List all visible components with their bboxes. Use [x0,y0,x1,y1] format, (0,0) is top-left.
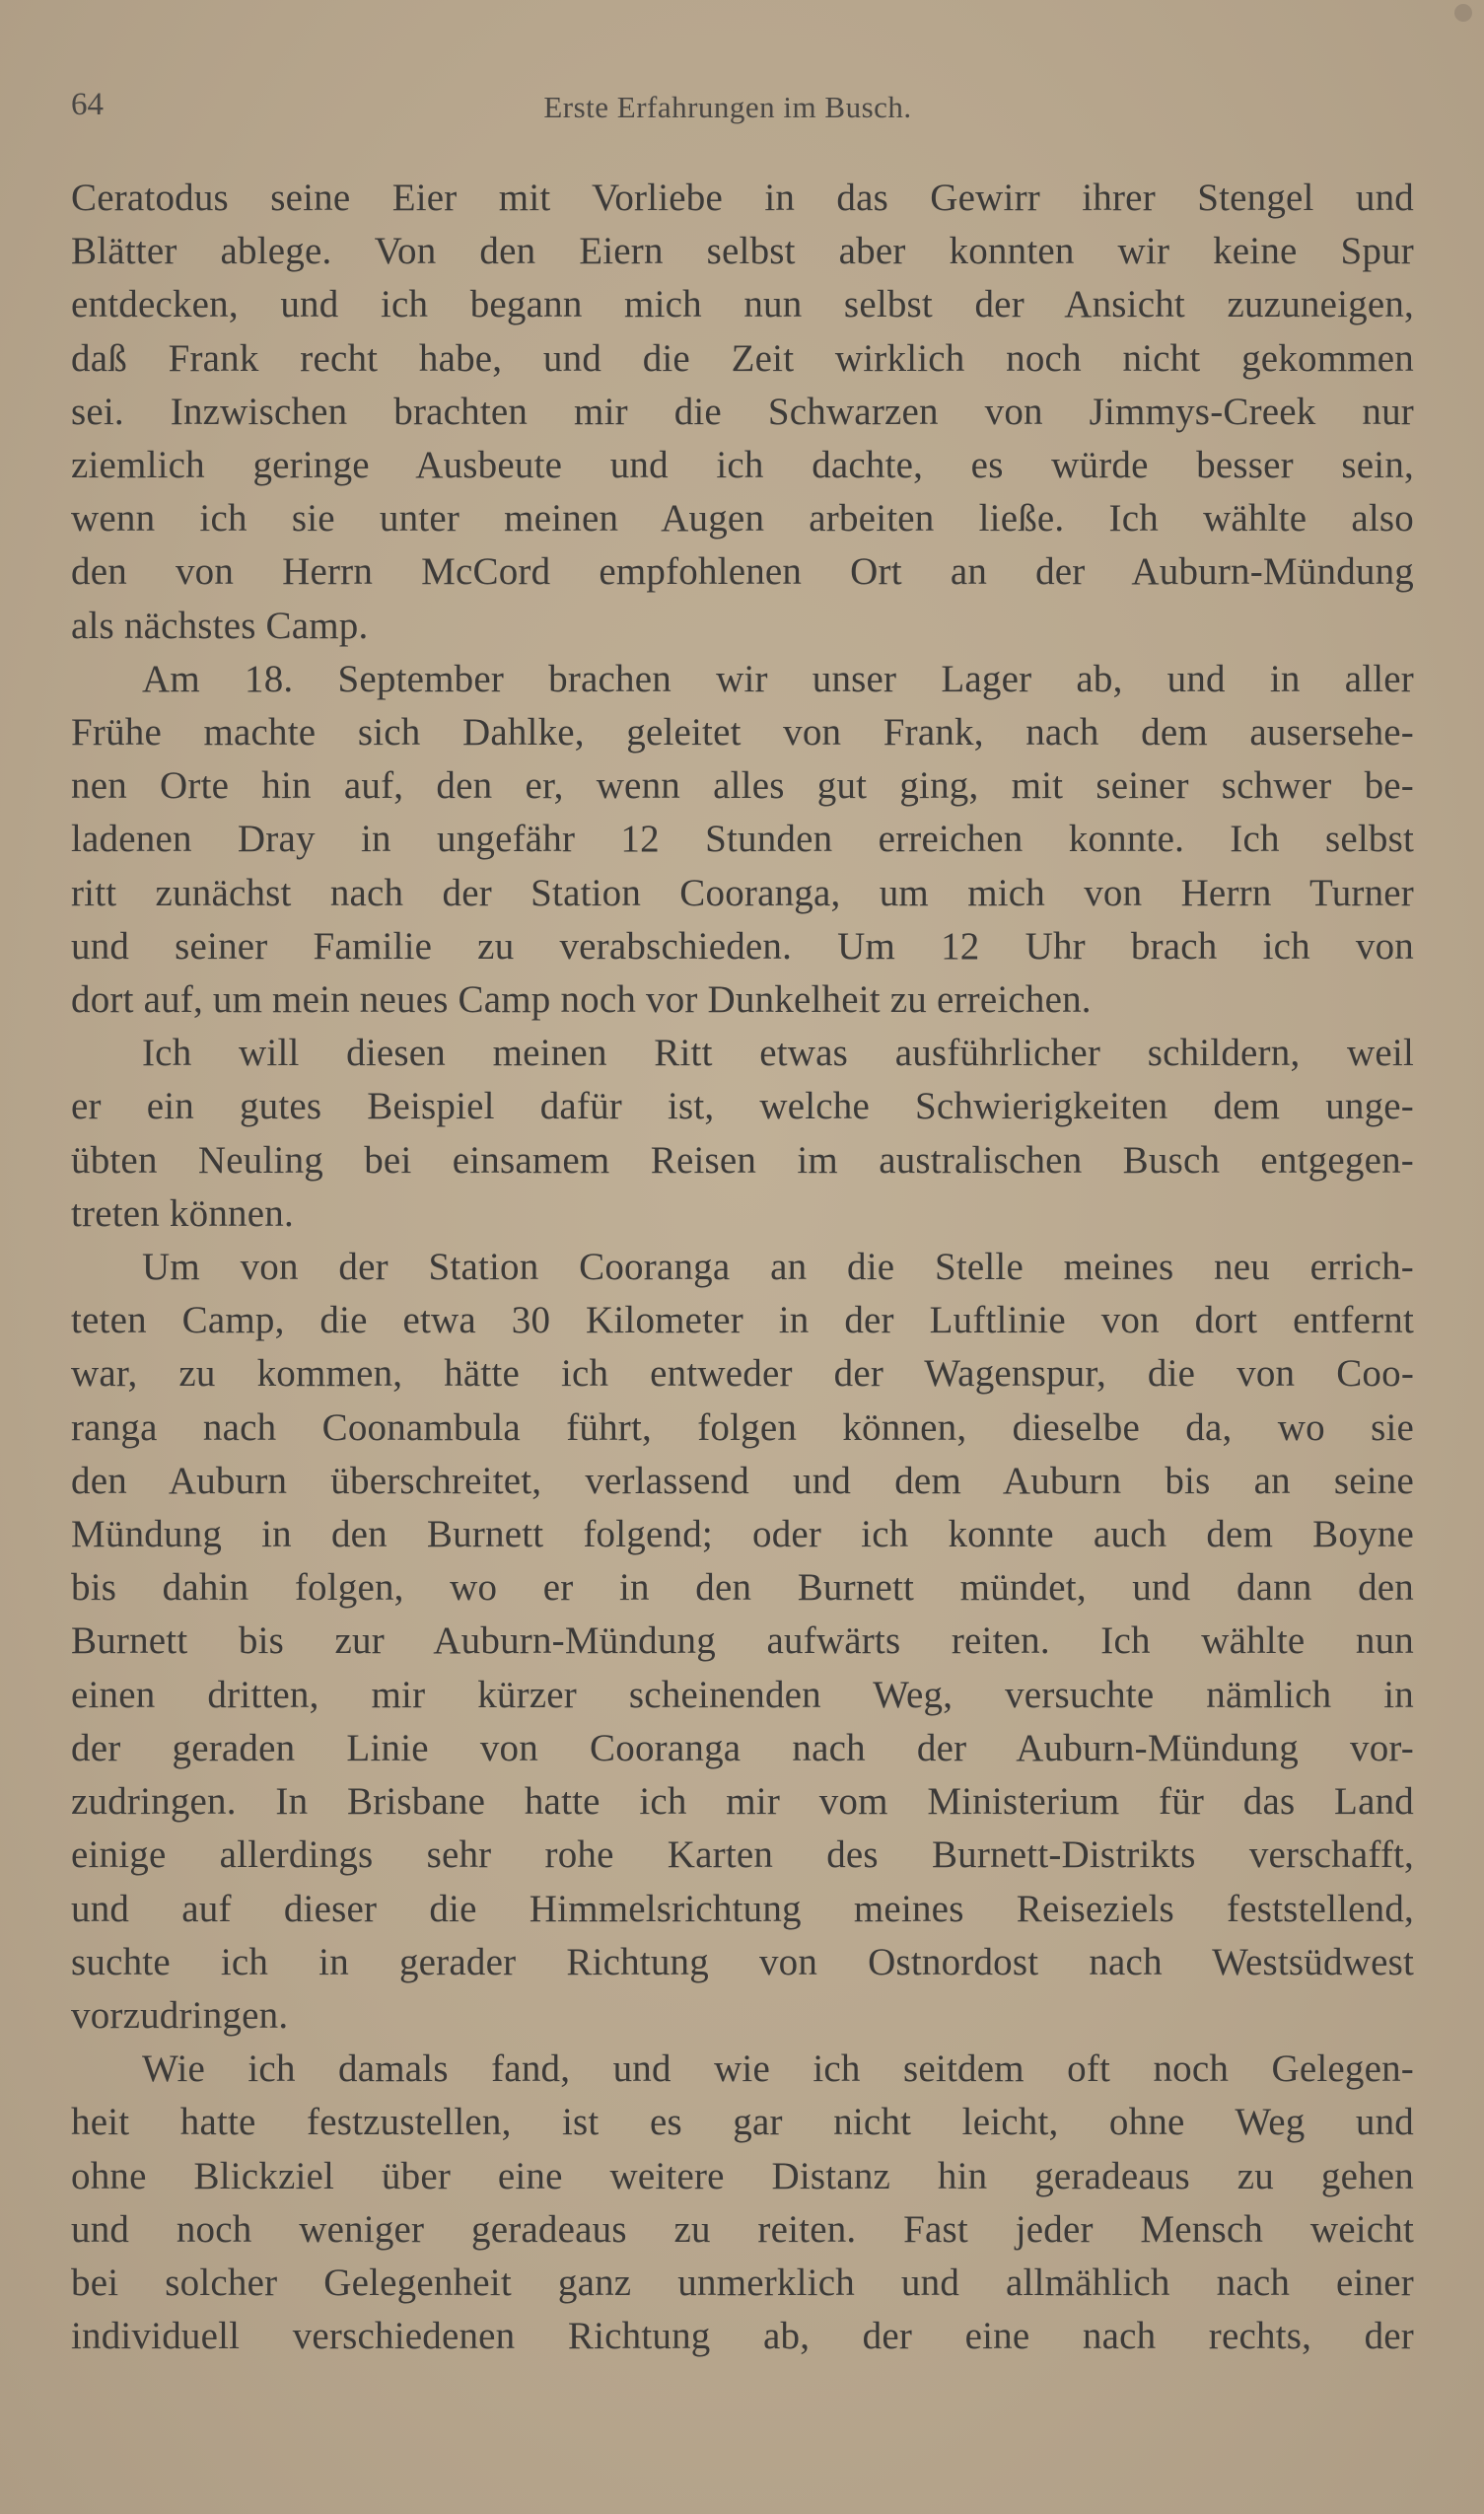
page-number: 64 [71,87,104,122]
text-line: als nächstes Camp. [71,604,369,647]
running-head [71,87,1414,142]
paragraph [71,653,1414,1027]
scan-speck [1454,4,1472,22]
text-line: dort auf, um mein neues Camp noch vor Dunkelheit zu erreichen. [71,978,1092,1022]
text-line: ladenen Dray in ungefähr 12 Stunden erreichen konnte. Ich selbst [71,818,1414,861]
chapter-title: Erste Erfahrungen im Busch. [543,90,912,124]
text-line: Blätter ablege. Von den Eiern selbst aber konnten wir keine Spur [71,230,1414,273]
text-line: daß Frank recht habe, und die Zeit wirklich noch nicht gekommen [71,336,1414,380]
text-line: suchte ich in gerader Richtung von Ostnordost nach Westsüdwest [71,1940,1414,1983]
text-line: einige allerdings sehr rohe Karten des Burnett-Distrikts verschafft, [71,1833,1414,1877]
text-line: einen dritten, mir kürzer scheinenden Weg, versuchte nämlich in [71,1673,1414,1716]
text-line: und noch weniger geradeaus zu reiten. Fast jeder Mensch weicht [71,2207,1414,2251]
text-line: bei solcher Gelegenheit ganz unmerklich und allmählich nach einer [71,2261,1414,2304]
text-line: der geraden Linie von Cooranga nach der Auburn-Mündung vor- [71,1726,1414,1769]
text-line: Burnett bis zur Auburn-Mündung aufwärts reiten. Ich wählte nun [71,1619,1414,1663]
text-line: war, zu kommen, hätte ich entweder der Wagenspur, die von Coo- [71,1352,1414,1396]
paragraph [71,2043,1414,2363]
text-line: ranga nach Coonambula führt, folgen können, dieselbe da, wo sie [71,1405,1414,1449]
text-line: sei. Inzwischen brachten mir die Schwarzen von Jimmys-Creek nur [71,390,1414,433]
text-line: bis dahin folgen, wo er in den Burnett mündet, und dann den [71,1566,1414,1610]
text-line: Ich will diesen meinen Ritt etwas ausführlicher schildern, weil [142,1032,1414,1075]
text-line: ritt zunächst nach der Station Cooranga, um mich von Herrn Turner [71,871,1414,914]
text-line: teten Camp, die etwa 30 Kilometer in der Luftlinie von dort entfernt [71,1299,1414,1342]
text-line: ohne Blickziel über eine weitere Distanz hin geradeaus zu gehen [71,2154,1414,2197]
text-line: den von Herrn McCord empfohlenen Ort an der Auburn-Mündung [71,550,1414,594]
text-line: Um von der Station Cooranga an die Stelle meines neu errich- [142,1246,1414,1289]
text-line: ziemlich geringe Ausbeute und ich dachte, es würde besser sein, [71,444,1414,487]
paragraph [71,1241,1414,2043]
paragraph [71,172,1414,653]
text-line: und seiner Familie zu verabschieden. Um 12 Uhr brach ich von [71,924,1414,968]
text-line: Am 18. September brachen wir unser Lager ab, und in aller [142,657,1414,700]
text-line: treten können. [71,1191,294,1235]
body-text [71,172,1414,2363]
text-line: Wie ich damals fand, und wie ich seitdem oft noch Gelegen- [142,2047,1414,2091]
text-line: Ceratodus seine Eier mit Vorliebe in das Gewirr ihrer Stengel und [71,177,1414,219]
text-line: zudringen. In Brisbane hatte ich mir vom Ministerium für das Land [71,1780,1414,1824]
text-line: individuell verschiedenen Richtung ab, der eine nach rechts, der [71,2315,1414,2358]
text-line: Mündung in den Burnett folgend; oder ich konnte auch dem Boyne [71,1513,1414,1556]
text-line: übten Neuling bei einsamem Reisen im australischen Busch entgegen- [71,1138,1414,1182]
text-line: entdecken, und ich begann mich nun selbst der Ansicht zuzuneigen, [71,283,1414,326]
text-line: und auf dieser die Himmelsrichtung meines Reiseziels feststellend, [71,1887,1414,1930]
paragraph [71,1027,1414,1241]
text-line: wenn ich sie unter meinen Augen arbeiten ließe. Ich wählte also [71,497,1414,540]
text-line: vorzudringen. [71,1993,289,2037]
text-line: er ein gutes Beispiel dafür ist, welche Schwierigkeiten dem unge- [71,1085,1414,1128]
text-line: heit hatte festzustellen, ist es gar nicht leicht, ohne Weg und [71,2101,1414,2144]
book-page [71,87,1414,2363]
text-line: nen Orte hin auf, den er, wenn alles gut ging, mit seiner schwer be- [71,764,1414,808]
text-line: den Auburn überschreitet, verlassend und dem Auburn bis an seine [71,1459,1414,1502]
text-line: Frühe machte sich Dahlke, geleitet von Frank, nach dem ausersehe- [71,711,1414,754]
